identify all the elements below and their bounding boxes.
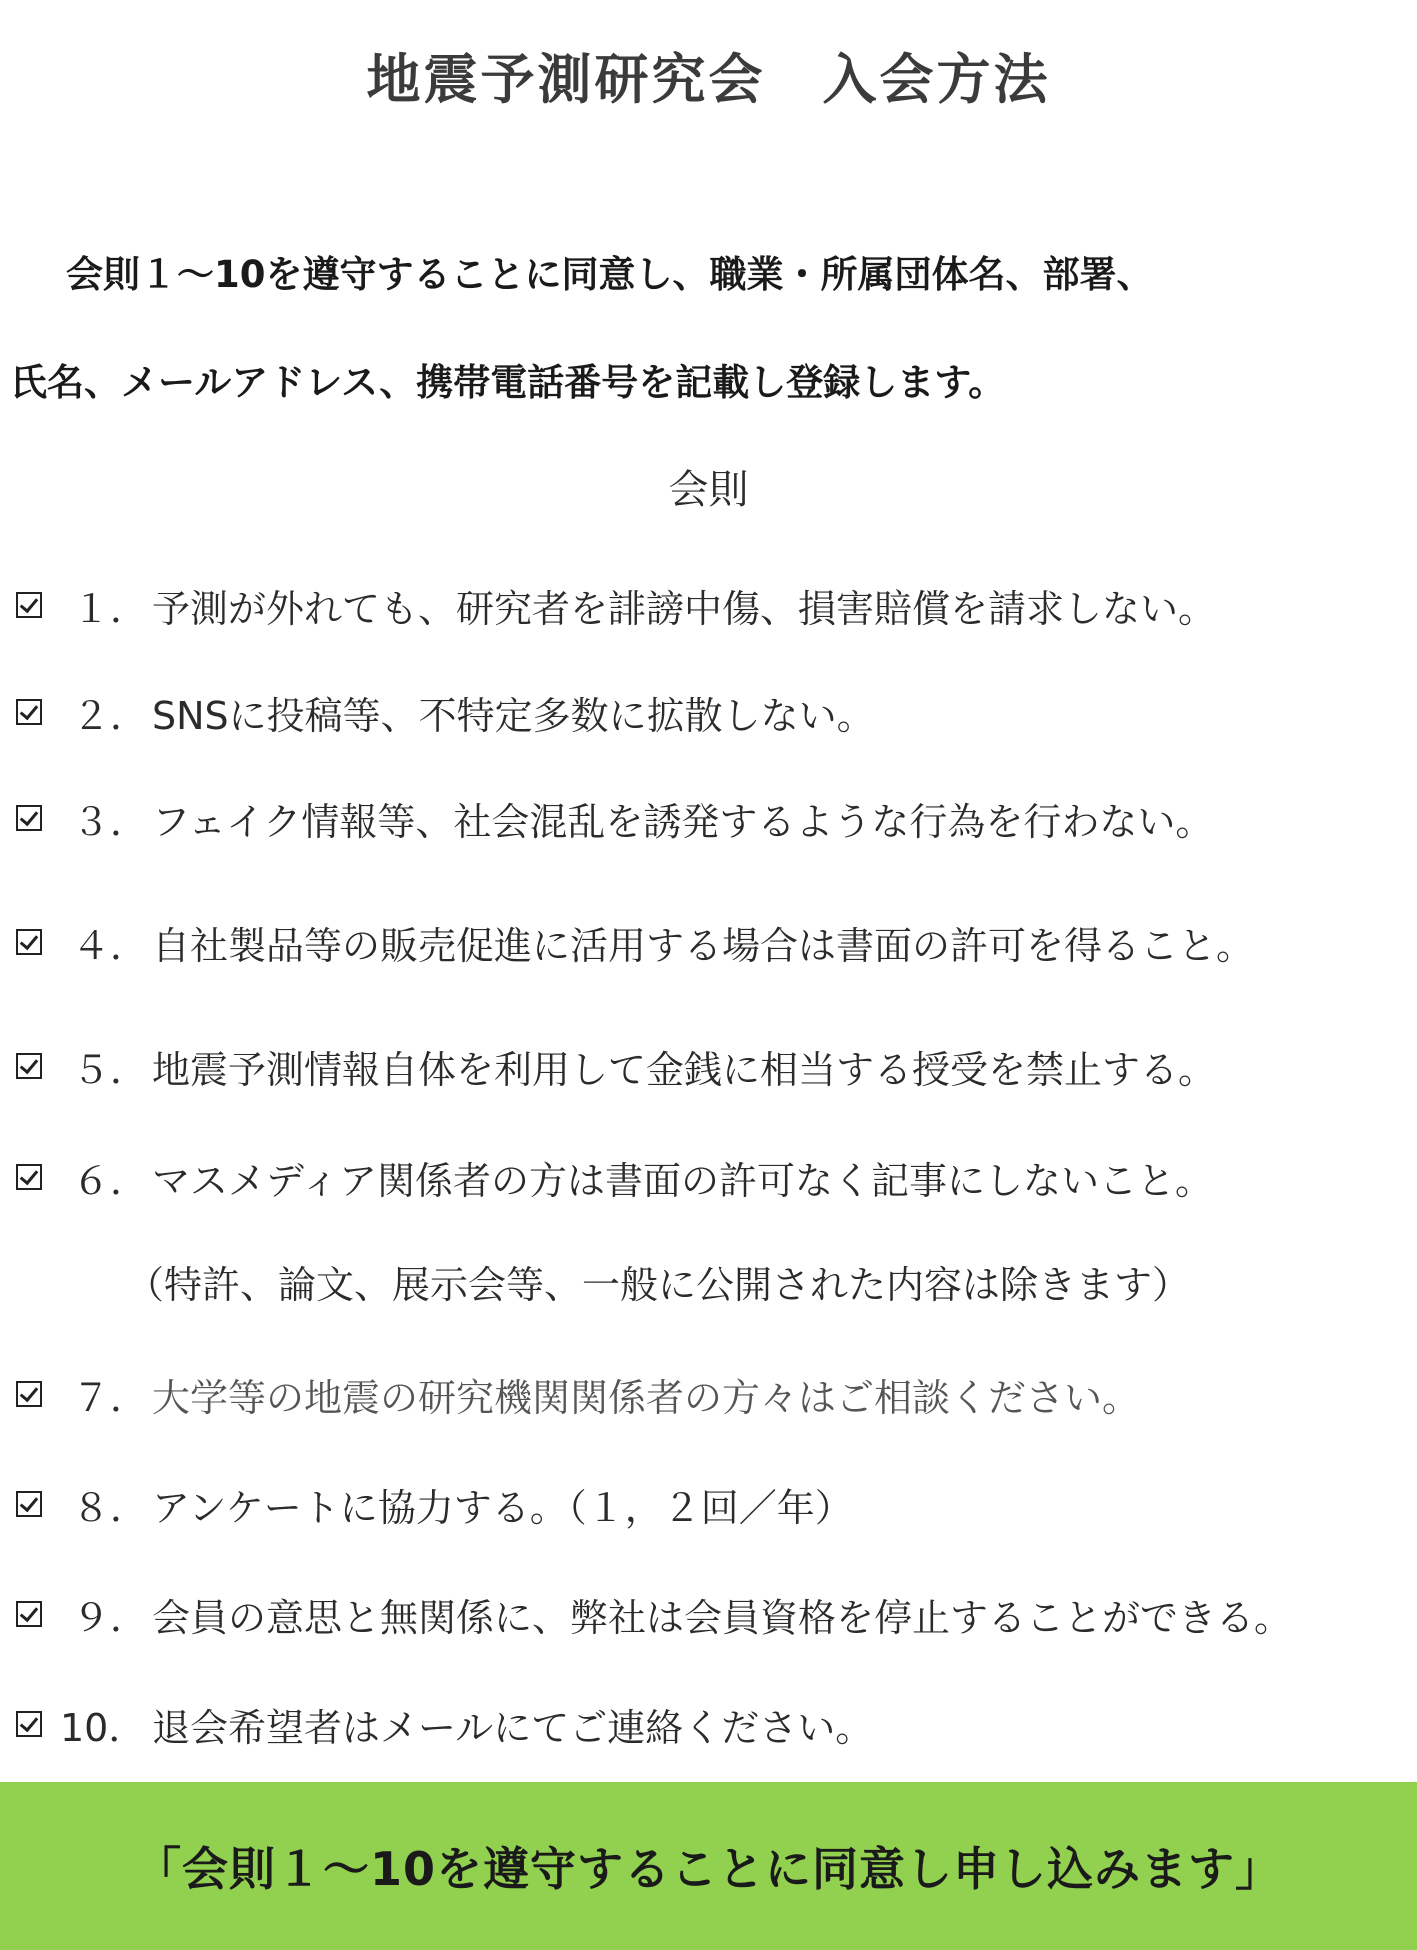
rule-number: ８． bbox=[72, 1485, 149, 1530]
rule-number: ７． bbox=[72, 1375, 149, 1420]
page-title: 地震予測研究会 入会方法 bbox=[366, 48, 1051, 111]
rules-heading: 会則 bbox=[668, 467, 749, 513]
rule-item-9[interactable] bbox=[16, 1584, 1416, 1644]
rule-item-8[interactable] bbox=[16, 1474, 1416, 1534]
apply-button[interactable]: 「会則１～10を遵守することに同意し申し込みます」 bbox=[0, 1782, 1417, 1950]
rule-text: マスメディア関係者の方は書面の許可なく記事にしないこと。 bbox=[152, 1158, 1213, 1203]
rule-number: ９． bbox=[72, 1595, 149, 1640]
rule-item-6[interactable] bbox=[16, 1147, 1416, 1207]
rule-item-2[interactable] bbox=[16, 682, 1416, 742]
checkbox-checked-icon[interactable] bbox=[16, 805, 42, 831]
rule-item-4[interactable] bbox=[16, 912, 1416, 972]
rule-number: ４． bbox=[72, 923, 149, 968]
rule-number: １． bbox=[72, 586, 149, 631]
checkbox-checked-icon[interactable] bbox=[16, 1053, 42, 1079]
checkbox-checked-icon[interactable] bbox=[16, 592, 42, 618]
rule-text: 大学等の地震の研究機関関係者の方々はご相談ください。 bbox=[152, 1375, 1141, 1420]
rule-item-5[interactable] bbox=[16, 1036, 1416, 1096]
rule-text: アンケートに協力する。（１，２回／年） bbox=[152, 1485, 853, 1530]
rule-item-3[interactable] bbox=[16, 788, 1416, 848]
checkbox-checked-icon[interactable] bbox=[16, 929, 42, 955]
checkbox-checked-icon[interactable] bbox=[16, 1491, 42, 1517]
checkbox-checked-icon[interactable] bbox=[16, 1381, 42, 1407]
rule-number: 10． bbox=[60, 1705, 147, 1750]
rule-text: 予測が外れても、研究者を誹謗中傷、損害賠償を請求しない。 bbox=[152, 586, 1217, 631]
rule-text: 会員の意思と無関係に、弊社は会員資格を停止することができる。 bbox=[152, 1595, 1293, 1640]
checkbox-checked-icon[interactable] bbox=[16, 1601, 42, 1627]
rule-text: フェイク情報等、社会混乱を誘発するような行為を行わない。 bbox=[152, 799, 1214, 844]
rule-text: 自社製品等の販売促進に活用する場合は書面の許可を得ること。 bbox=[152, 923, 1255, 968]
intro-line-1: 会則１～10を遵守することに同意し、職業・所属団体名、部署、 bbox=[66, 253, 1154, 296]
checkbox-checked-icon[interactable] bbox=[16, 1711, 42, 1737]
rule-text: 退会希望者はメールにてご連絡ください。 bbox=[152, 1705, 874, 1750]
rule-item-7[interactable] bbox=[16, 1364, 1416, 1424]
checkbox-checked-icon[interactable] bbox=[16, 1164, 42, 1190]
intro-line-2: 氏名、メールアドレス、携帯電話番号を記載し登録します。 bbox=[10, 361, 1006, 404]
rule-item-10[interactable] bbox=[16, 1694, 1416, 1754]
rule-item-1[interactable] bbox=[16, 575, 1416, 635]
rule-number: ６． bbox=[72, 1158, 149, 1203]
checkbox-checked-icon[interactable] bbox=[16, 699, 42, 725]
rule-text: SNSに投稿等、不特定多数に拡散しない。 bbox=[152, 693, 875, 738]
rule-6-note: （特許、論文、展示会等、一般に公開された内容は除きます） bbox=[126, 1263, 1191, 1307]
rule-number: ５． bbox=[72, 1047, 149, 1092]
rule-text: 地震予測情報自体を利用して金銭に相当する授受を禁止する。 bbox=[152, 1047, 1217, 1092]
rule-number: ３． bbox=[72, 799, 149, 844]
rule-number: ２． bbox=[72, 693, 149, 738]
